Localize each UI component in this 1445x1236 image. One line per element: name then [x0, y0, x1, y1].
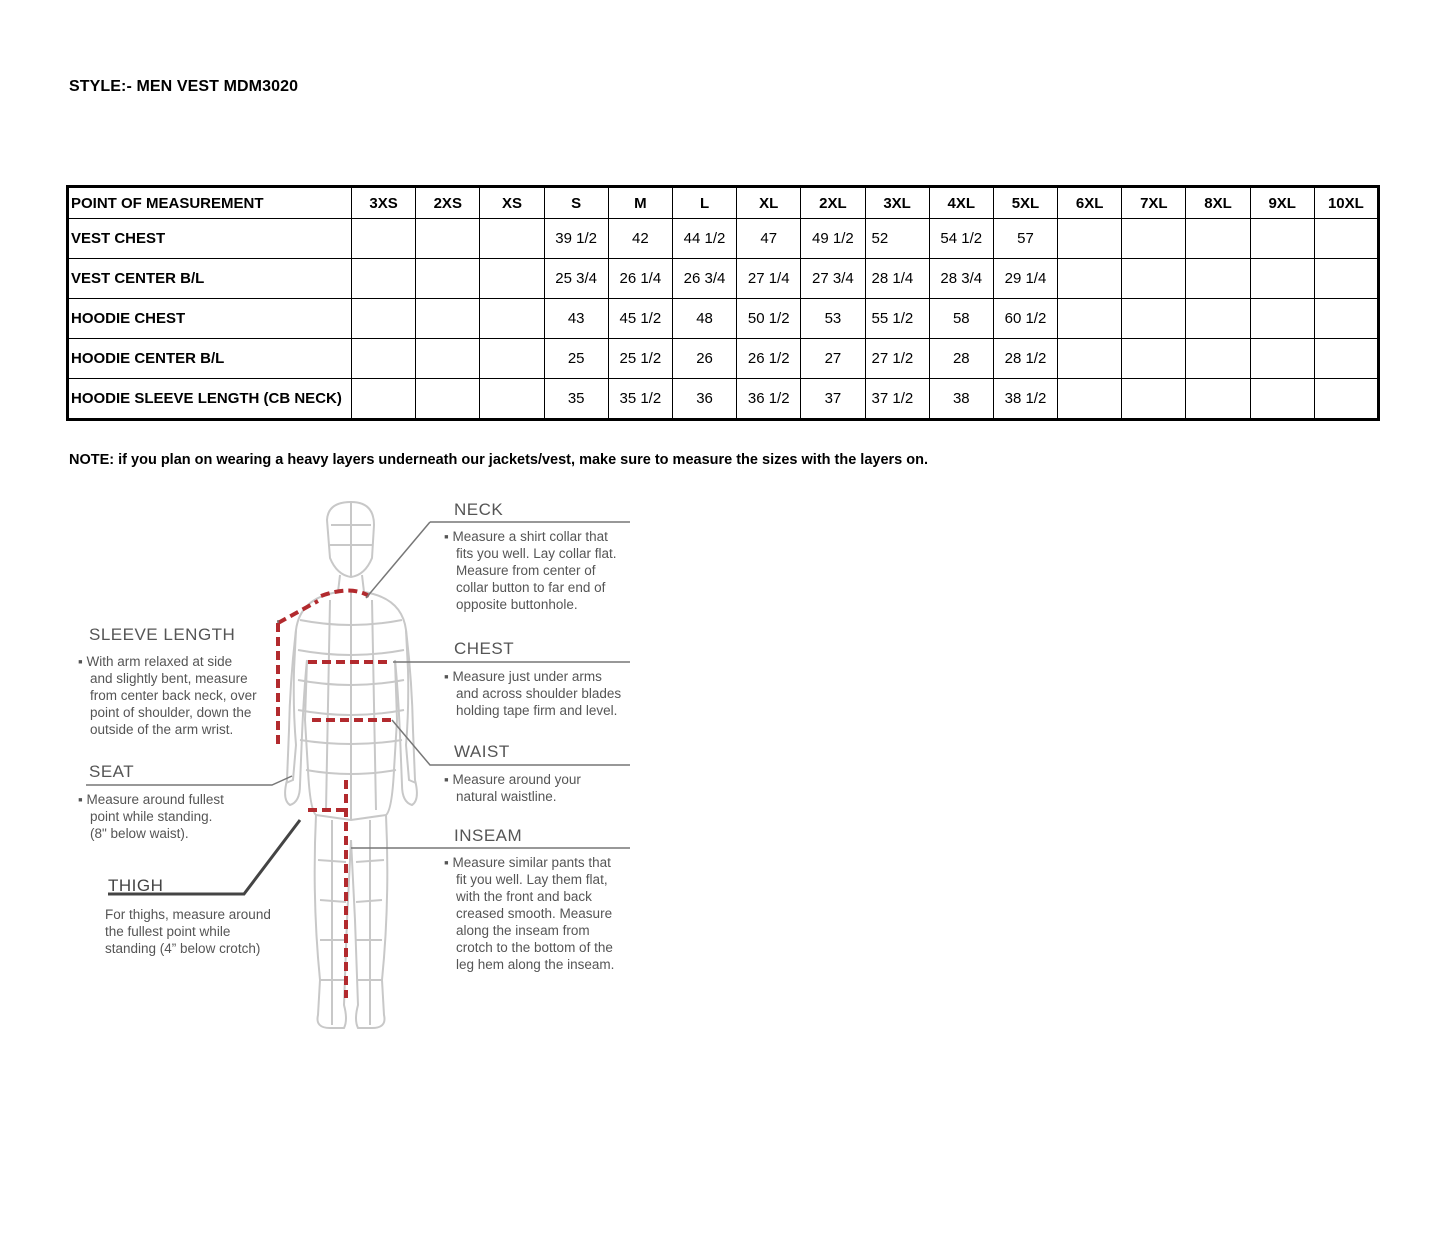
measurement-cell [480, 219, 544, 259]
measurement-cell [1186, 219, 1250, 259]
thigh-description: For thighs, measure around the fullest point while standing (4” below crotch) [105, 907, 271, 956]
measurement-cell [1250, 299, 1314, 339]
measurement-cell: 25 1/2 [608, 339, 672, 379]
measurement-cell: 52 [865, 219, 929, 259]
measurement-cell [1058, 379, 1122, 420]
size-header: 6XL [1058, 187, 1122, 219]
measurement-label: VEST CENTER B/L [68, 259, 352, 299]
measurement-cell: 35 1/2 [608, 379, 672, 420]
size-header: S [544, 187, 608, 219]
measurement-cell [416, 219, 480, 259]
measurement-cell [1186, 379, 1250, 420]
measurement-cell: 47 [737, 219, 801, 259]
measurement-cell [1186, 299, 1250, 339]
measurement-cell: 27 1/4 [737, 259, 801, 299]
measurement-cell [416, 299, 480, 339]
inseam-description: ▪ Measure similar pants that fit you well. Lay them flat, with the front and back creased smooth. Measure along the inseam from crotch to the bottom of the leg hem along the inseam. [444, 855, 615, 972]
size-header: 7XL [1122, 187, 1186, 219]
measurement-cell: 26 1/4 [608, 259, 672, 299]
measurement-cell: 38 1/2 [993, 379, 1057, 420]
measurement-guide [0, 480, 700, 1050]
size-header: 5XL [993, 187, 1057, 219]
seat-title: SEAT [89, 762, 135, 781]
measurement-cell [416, 259, 480, 299]
measurement-cell [1250, 379, 1314, 420]
measurement-cell: 28 3/4 [929, 259, 993, 299]
chest-title: CHEST [454, 639, 515, 658]
measurement-cell [1314, 379, 1378, 420]
measurement-cell: 26 [672, 339, 736, 379]
measurement-cell: 28 1/4 [865, 259, 929, 299]
measurement-cell: 36 [672, 379, 736, 420]
measurement-cell [1122, 259, 1186, 299]
measurement-cell [1058, 219, 1122, 259]
size-header: 2XS [416, 187, 480, 219]
measurement-label: HOODIE CHEST [68, 299, 352, 339]
size-header: 9XL [1250, 187, 1314, 219]
measurement-cell [416, 379, 480, 420]
measurement-cell: 28 1/2 [993, 339, 1057, 379]
measurement-cell: 42 [608, 219, 672, 259]
measurement-cell [1186, 339, 1250, 379]
measurement-cell [1122, 299, 1186, 339]
measurement-label: VEST CHEST [68, 219, 352, 259]
measurement-cell [1122, 219, 1186, 259]
measurement-cell [1250, 219, 1314, 259]
size-header: XS [480, 187, 544, 219]
measurement-cell: 27 [801, 339, 865, 379]
measurement-cell: 26 1/2 [737, 339, 801, 379]
size-header: 8XL [1186, 187, 1250, 219]
measurement-cell: 60 1/2 [993, 299, 1057, 339]
measurement-cell [352, 379, 416, 420]
measurement-cell [1314, 259, 1378, 299]
measurement-cell [1314, 219, 1378, 259]
measurement-cell [480, 339, 544, 379]
measurement-label: HOODIE SLEEVE LENGTH (CB NECK) [68, 379, 352, 420]
measurement-cell [1314, 339, 1378, 379]
size-header: 3XL [865, 187, 929, 219]
measurement-cell: 25 3/4 [544, 259, 608, 299]
waist-title: WAIST [454, 742, 510, 761]
measurement-cell: 58 [929, 299, 993, 339]
measurement-cell [1250, 259, 1314, 299]
measurement-cell: 49 1/2 [801, 219, 865, 259]
waist-description: ▪ Measure around your natural waistline. [444, 772, 581, 804]
measurement-cell: 37 1/2 [865, 379, 929, 420]
seat-description: ▪ Measure around fullest point while standing. (8" below waist). [78, 792, 224, 841]
measurement-cell: 29 1/4 [993, 259, 1057, 299]
measurement-label: HOODIE CENTER B/L [68, 339, 352, 379]
measurement-cell [1122, 379, 1186, 420]
measurement-cell: 35 [544, 379, 608, 420]
measurement-cell: 37 [801, 379, 865, 420]
size-header: 10XL [1314, 187, 1378, 219]
table-row [68, 339, 1379, 379]
measurement-cell [1186, 259, 1250, 299]
measurement-cell: 25 [544, 339, 608, 379]
measurement-cell: 57 [993, 219, 1057, 259]
measurement-cell [352, 219, 416, 259]
measurement-cell: 54 1/2 [929, 219, 993, 259]
table-row [68, 379, 1379, 420]
measurement-cell: 55 1/2 [865, 299, 929, 339]
measurement-cell: 45 1/2 [608, 299, 672, 339]
chest-description: ▪ Measure just under arms and across shoulder blades holding tape firm and level. [444, 669, 622, 718]
size-header: 2XL [801, 187, 865, 219]
thigh-title: THIGH [108, 876, 164, 895]
measurement-cell [1250, 339, 1314, 379]
size-header: 4XL [929, 187, 993, 219]
size-chart-table [66, 185, 1380, 421]
measurement-cell: 26 3/4 [672, 259, 736, 299]
measurement-cell: 28 [929, 339, 993, 379]
measurement-cell [480, 259, 544, 299]
layering-note: NOTE: if you plan on wearing a heavy layers underneath our jackets/vest, make sure to measure the sizes with the layers on. [69, 452, 929, 468]
neck-description: ▪ Measure a shirt collar that fits you well. Lay collar flat. Measure from center of collar button to far end of opposite buttonhole. [444, 529, 617, 612]
inseam-title: INSEAM [454, 826, 523, 845]
measurement-cell [1314, 299, 1378, 339]
measurement-cell: 48 [672, 299, 736, 339]
measurement-cell: 50 1/2 [737, 299, 801, 339]
table-body [68, 219, 1379, 420]
measurement-cell: 27 3/4 [801, 259, 865, 299]
measurement-cell [480, 299, 544, 339]
size-header: XL [737, 187, 801, 219]
header-point-of-measurement: POINT OF MEASUREMENT [68, 187, 352, 219]
measurement-cell: 53 [801, 299, 865, 339]
measurement-cell [352, 259, 416, 299]
size-header: L [672, 187, 736, 219]
measurement-cell: 44 1/2 [672, 219, 736, 259]
measurement-cell: 36 1/2 [737, 379, 801, 420]
measurement-cell: 43 [544, 299, 608, 339]
table-row [68, 299, 1379, 339]
table-row [68, 219, 1379, 259]
measurement-cell [352, 339, 416, 379]
table-row [68, 259, 1379, 299]
measurement-cell [352, 299, 416, 339]
measurement-cell [416, 339, 480, 379]
measurement-cell [1058, 299, 1122, 339]
measurement-cell: 39 1/2 [544, 219, 608, 259]
sleeve-length-title: SLEEVE LENGTH [89, 625, 236, 644]
sleeve-length-description: ▪ With arm relaxed at side and slightly bent, measure from center back neck, over point of shoulder, down the outside of the arm wrist. [78, 654, 257, 737]
style-title: STYLE:- MEN VEST MDM3020 [69, 78, 299, 95]
size-header: 3XS [352, 187, 416, 219]
measurement-cell [1058, 339, 1122, 379]
measurement-cell: 38 [929, 379, 993, 420]
measurement-cell [1122, 339, 1186, 379]
neck-title: NECK [454, 500, 504, 519]
measurement-cell [480, 379, 544, 420]
measurement-cell: 27 1/2 [865, 339, 929, 379]
size-header: M [608, 187, 672, 219]
measurement-cell [1058, 259, 1122, 299]
table-header-row [68, 187, 1379, 219]
